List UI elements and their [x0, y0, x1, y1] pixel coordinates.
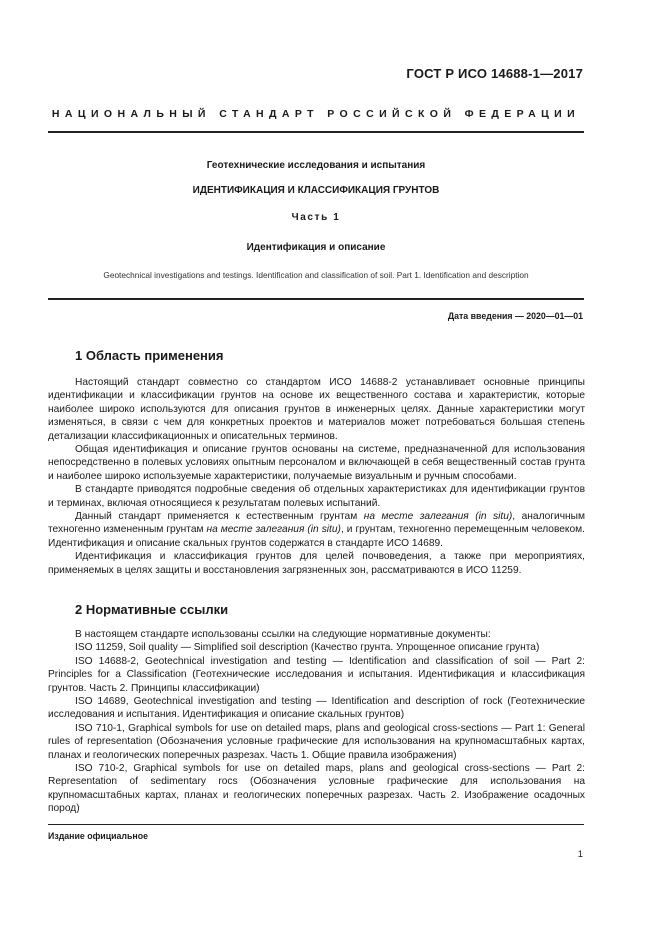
section-2-body	[48, 628, 585, 816]
paragraph	[48, 510, 585, 550]
paragraph: Настоящий стандарт совместно со стандартом ИСО 14688-2 устанавливает основные принципы идентификации и классификации грунтов на основе их вещественного состава и характеристик, которые наиболее широко используются для описания грунтов в инженерных целях. Данные характеристики могут изменяться, в связи с чем для конкретных проектов и материалов может потребоваться большая степень детализации классификационных и описательных терминов.	[48, 377, 585, 442]
page-number: 1	[577, 849, 583, 860]
paragraph-text: , аналогичным техногенно измененным грунтам	[48, 511, 585, 536]
reference-item: ISO 14688-2, Geotechnical investigation and testing — Identification and classification of soil — Part 2: Principles for a Classification (Геотехнические исследования и испытания. Идентификация и классификация грунтов. Часть 2. Принципы классификации)	[48, 655, 585, 694]
title-block-divider	[48, 298, 584, 300]
section-2-title: 2 Нормативные ссылки	[75, 602, 229, 617]
in-situ-term: на месте залегания (in situ)	[363, 511, 513, 523]
standard-part: Часть 1	[291, 212, 341, 223]
document-number: ГОСТ Р ИСО 14688-1—2017	[406, 66, 583, 81]
paragraph-text: Данный стандарт применяется к естественным грунтам	[75, 511, 364, 523]
paragraph: В стандарте приводятся подробные сведения об отдельных характеристиках для идентификации грунтов и терминах, включая относящиеся к результатам полевых испытаний.	[48, 484, 585, 509]
national-standard-heading: НАЦИОНАЛЬНЫЙ СТАНДАРТ РОССИЙСКОЙ ФЕДЕРАЦИИ	[51, 108, 581, 120]
in-situ-term: на месте залегания (in situ)	[206, 524, 341, 536]
section-1-title: 1 Область применения	[75, 348, 224, 363]
paragraph: Идентификация и классификация грунтов для целей почвоведения, а также при мероприятиях, применяемых в целях защиты и восстановления загрязненных зон, рассматриваются в ИСО 11259.	[48, 551, 585, 576]
section-1-body	[48, 376, 585, 577]
standard-group: Геотехнические исследования и испытания	[206, 160, 426, 171]
paragraph: Общая идентификация и описание грунтов основаны на системе, предназначенной для использования непосредственно в полевых условиях опытным персоналом и включающей в себя вещественный состав грунта и наиболее широко используемые характеристики, получаемые визуальным и ручным способами.	[48, 444, 585, 482]
standard-subtitle: Идентификация и описание	[246, 242, 386, 253]
introduction-date: Дата введения — 2020—01—01	[447, 311, 583, 321]
reference-item: ISO 710-2, Graphical symbols for use on detailed maps, plans and geological cross-sections — Part 2: Representation of sedimentary rocs (Обозначения условные графические для использования на крупномасштабных картах, планах и геологических поперечных разрезах. Часть 2. Изображение осадочных пород)	[48, 763, 585, 815]
paragraph: В настоящем стандарте использованы ссылки на следующие нормативные документы:	[75, 629, 491, 640]
official-edition-label: Издание официальное	[48, 831, 148, 841]
reference-item: ISO 14689, Geotechnical investigation and testing — Identification and description of rock (Геотехнические исследования и испытания. Идентификация и описание скальных грунтов)	[48, 696, 585, 721]
standard-title: ИДЕНТИФИКАЦИЯ И КЛАССИФИКАЦИЯ ГРУНТОВ	[192, 185, 440, 196]
paragraph-text: , и грунтам, техногенно перемещенным человеком. Идентификация и описание скальных грунтов содержатся в стандарте ИСО 14689.	[48, 524, 585, 549]
english-title: Geotechnical investigations and testings. Identification and classification of soil. Part 1. Identification and description	[103, 270, 529, 280]
header-divider	[48, 131, 584, 133]
footer-divider	[48, 824, 584, 825]
reference-item: ISO 11259, Soil quality — Simplified soil description (Качество грунта. Упрощенное описание грунта)	[75, 642, 540, 654]
reference-item: ISO 710-1, Graphical symbols for use on detailed maps, plans and geological cross-sections — Part 1: General rules of representation (Обозначения условные графические для использования на крупномасштабных картах, планах и геологических поперечных разрезах. Часть 1. Общие правила изображения)	[48, 722, 585, 761]
